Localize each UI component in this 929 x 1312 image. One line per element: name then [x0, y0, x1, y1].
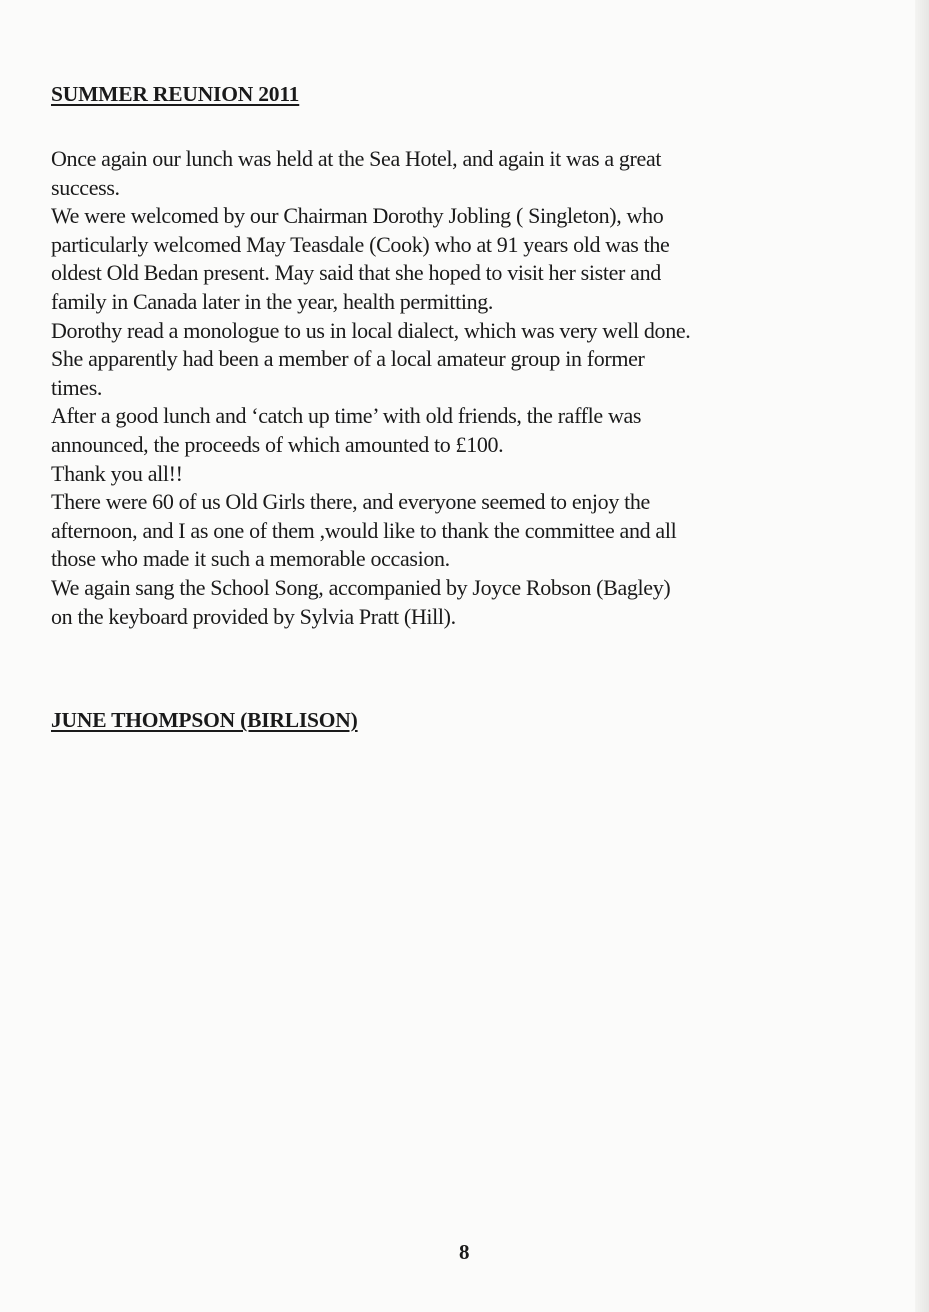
text-line: Thank you all!!: [51, 460, 183, 486]
text-line: success.: [51, 174, 120, 200]
text-line: particularly welcomed May Teasdale (Cook) who at 91 years old was the: [51, 231, 670, 257]
section-heading-summer-reunion: SUMMER REUNION 2011: [51, 82, 300, 106]
section-heading-june-thompson: JUNE THOMPSON (BIRLISON): [51, 708, 358, 732]
text-line: those who made it such a memorable occasion.: [51, 546, 450, 572]
text-line: Once again our lunch was held at the Sea Hotel, and again it was a great: [51, 146, 662, 171]
article-body: [51, 145, 690, 631]
text-line: We again sang the School Song, accompanied by Joyce Robson (Bagley): [51, 574, 671, 600]
page-number: 8: [459, 1240, 470, 1264]
text-line: She apparently had been a member of a local amateur group in former: [51, 346, 645, 372]
text-line: We were welcomed by our Chairman Dorothy Jobling ( Singleton), who: [51, 203, 664, 229]
text-line: times.: [51, 374, 103, 400]
text-line: afternoon, and I as one of them ,would like to thank the committee and all: [51, 517, 677, 543]
text-line: After a good lunch and ‘catch up time’ with old friends, the raffle was: [51, 403, 642, 429]
text-line: oldest Old Bedan present. May said that she hoped to visit her sister and: [51, 260, 661, 286]
page-edge-shadow: [915, 0, 929, 1312]
text-line: on the keyboard provided by Sylvia Pratt (Hill).: [51, 603, 456, 629]
text-line: Dorothy read a monologue to us in local dialect, which was very well done.: [51, 317, 691, 343]
text-line: announced, the proceeds of which amounted to £100.: [51, 431, 504, 457]
text-line: There were 60 of us Old Girls there, and everyone seemed to enjoy the: [51, 489, 650, 515]
text-line: family in Canada later in the year, health permitting.: [51, 288, 494, 314]
